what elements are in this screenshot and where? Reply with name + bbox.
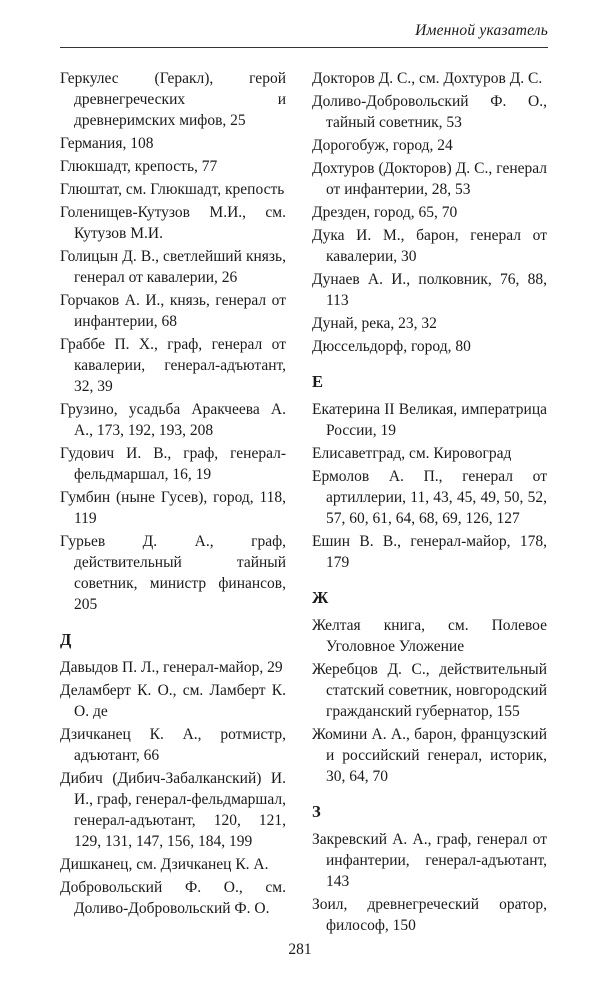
index-entry: Глюкшадт, крепость, 77 <box>60 158 218 175</box>
running-header: Именной указатель <box>415 22 548 39</box>
index-entry: Дунаев А. И., полковник, 76, 88, 113 <box>312 271 547 309</box>
index-entry: Гумбин (ныне Гусев), город, 118, 119 <box>60 489 286 527</box>
index-entry: Дюссельдорф, город, 80 <box>312 338 471 355</box>
index-entry: Германия, 108 <box>60 135 154 152</box>
index-entry: Давыдов П. Л., генерал-майор, 29 <box>60 659 283 676</box>
index-entry: Ермолов А. П., генерал от артиллерии, 11, 43, 45, 49, 50, 52, 57, 60, 61, 64, 68, 69, 126, 127 <box>312 468 547 527</box>
index-entry: Голицын Д. В., светлейший князь, генерал от кавалерии, 26 <box>60 248 286 286</box>
index-column-right <box>312 68 547 938</box>
index-entry: Зоил, древнегреческий оратор, философ, 150 <box>312 896 547 934</box>
index-entry: Дибич (Дибич-Забалканский) И. И., граф, генерал-фельдмаршал, генерал-адъютант, 120, 121, 129, 131, 147, 156, 184, 199 <box>60 770 286 850</box>
index-entry: Глюштат, см. Глюкшадт, крепость <box>60 181 285 198</box>
index-entry: Докторов Д. С., см. Дохтуров Д. С. <box>312 70 543 87</box>
index-entry: Гудович И. В., граф, генерал-фельдмаршал, 16, 19 <box>60 445 286 483</box>
index-entry: Дрезден, город, 65, 70 <box>312 204 458 221</box>
index-entry: Дорогобуж, город, 24 <box>312 137 453 154</box>
index-entry: Геркулес (Геракл), герой древнегреческих и древнеримских мифов, 25 <box>60 70 286 129</box>
index-entry: Екатерина II Великая, императрица России, 19 <box>312 401 547 439</box>
index-letter-heading: Ж <box>312 588 329 607</box>
index-entry: Закревский А. А., граф, генерал от инфантерии, генерал-адъютант, 143 <box>312 831 547 890</box>
index-entry: Граббе П. Х., граф, генерал от кавалерии, генерал-адъютант, 32, 39 <box>60 336 286 395</box>
header-rule <box>60 47 548 48</box>
index-entry: Елисаветград, см. Кировоград <box>312 445 512 462</box>
index-entry: Желтая книга, см. Полевое Уголовное Уложение <box>312 617 547 655</box>
index-entry: Дишканец, см. Дзичканец К. А. <box>60 856 269 873</box>
index-entry: Дзичканец К. А., ротмистр, адъютант, 66 <box>60 726 286 764</box>
index-entry: Голенищев-Кутузов М.И., см. Кутузов М.И. <box>60 204 286 242</box>
index-entry: Жеребцов Д. С., действительный статский советник, новгородский гражданский губернатор, 155 <box>312 661 547 720</box>
index-entry: Ешин В. В., генерал-майор, 178, 179 <box>312 533 547 571</box>
index-letter-heading: Е <box>312 372 324 391</box>
index-column-left <box>60 68 286 921</box>
index-entry: Деламберт К. О., см. Ламберт К. О. де <box>60 682 286 720</box>
index-letter-heading: Д <box>60 630 72 649</box>
index-entry: Добровольский Ф. О., см. Доливо-Добровольский Ф. О. <box>60 879 286 917</box>
index-entry: Гурьев Д. А., граф, действительный тайный советник, министр финансов, 205 <box>60 533 286 613</box>
index-letter-heading: З <box>312 802 321 821</box>
index-entry: Горчаков А. И., князь, генерал от инфантерии, 68 <box>60 292 286 330</box>
page-number: 281 <box>288 941 312 958</box>
index-entry: Дохтуров (Докторов) Д. С., генерал от инфантерии, 28, 53 <box>312 160 547 198</box>
index-entry: Доливо-Добровольский Ф. О., тайный советник, 53 <box>312 93 547 131</box>
index-entry: Дунай, река, 23, 32 <box>312 315 437 332</box>
index-entry: Грузино, усадьба Аракчеева А. А., 173, 192, 193, 208 <box>60 401 286 439</box>
index-entry: Дука И. М., барон, генерал от кавалерии, 30 <box>312 227 547 265</box>
index-entry: Жомини А. А., барон, французский и российский генерал, историк, 30, 64, 70 <box>312 726 547 785</box>
